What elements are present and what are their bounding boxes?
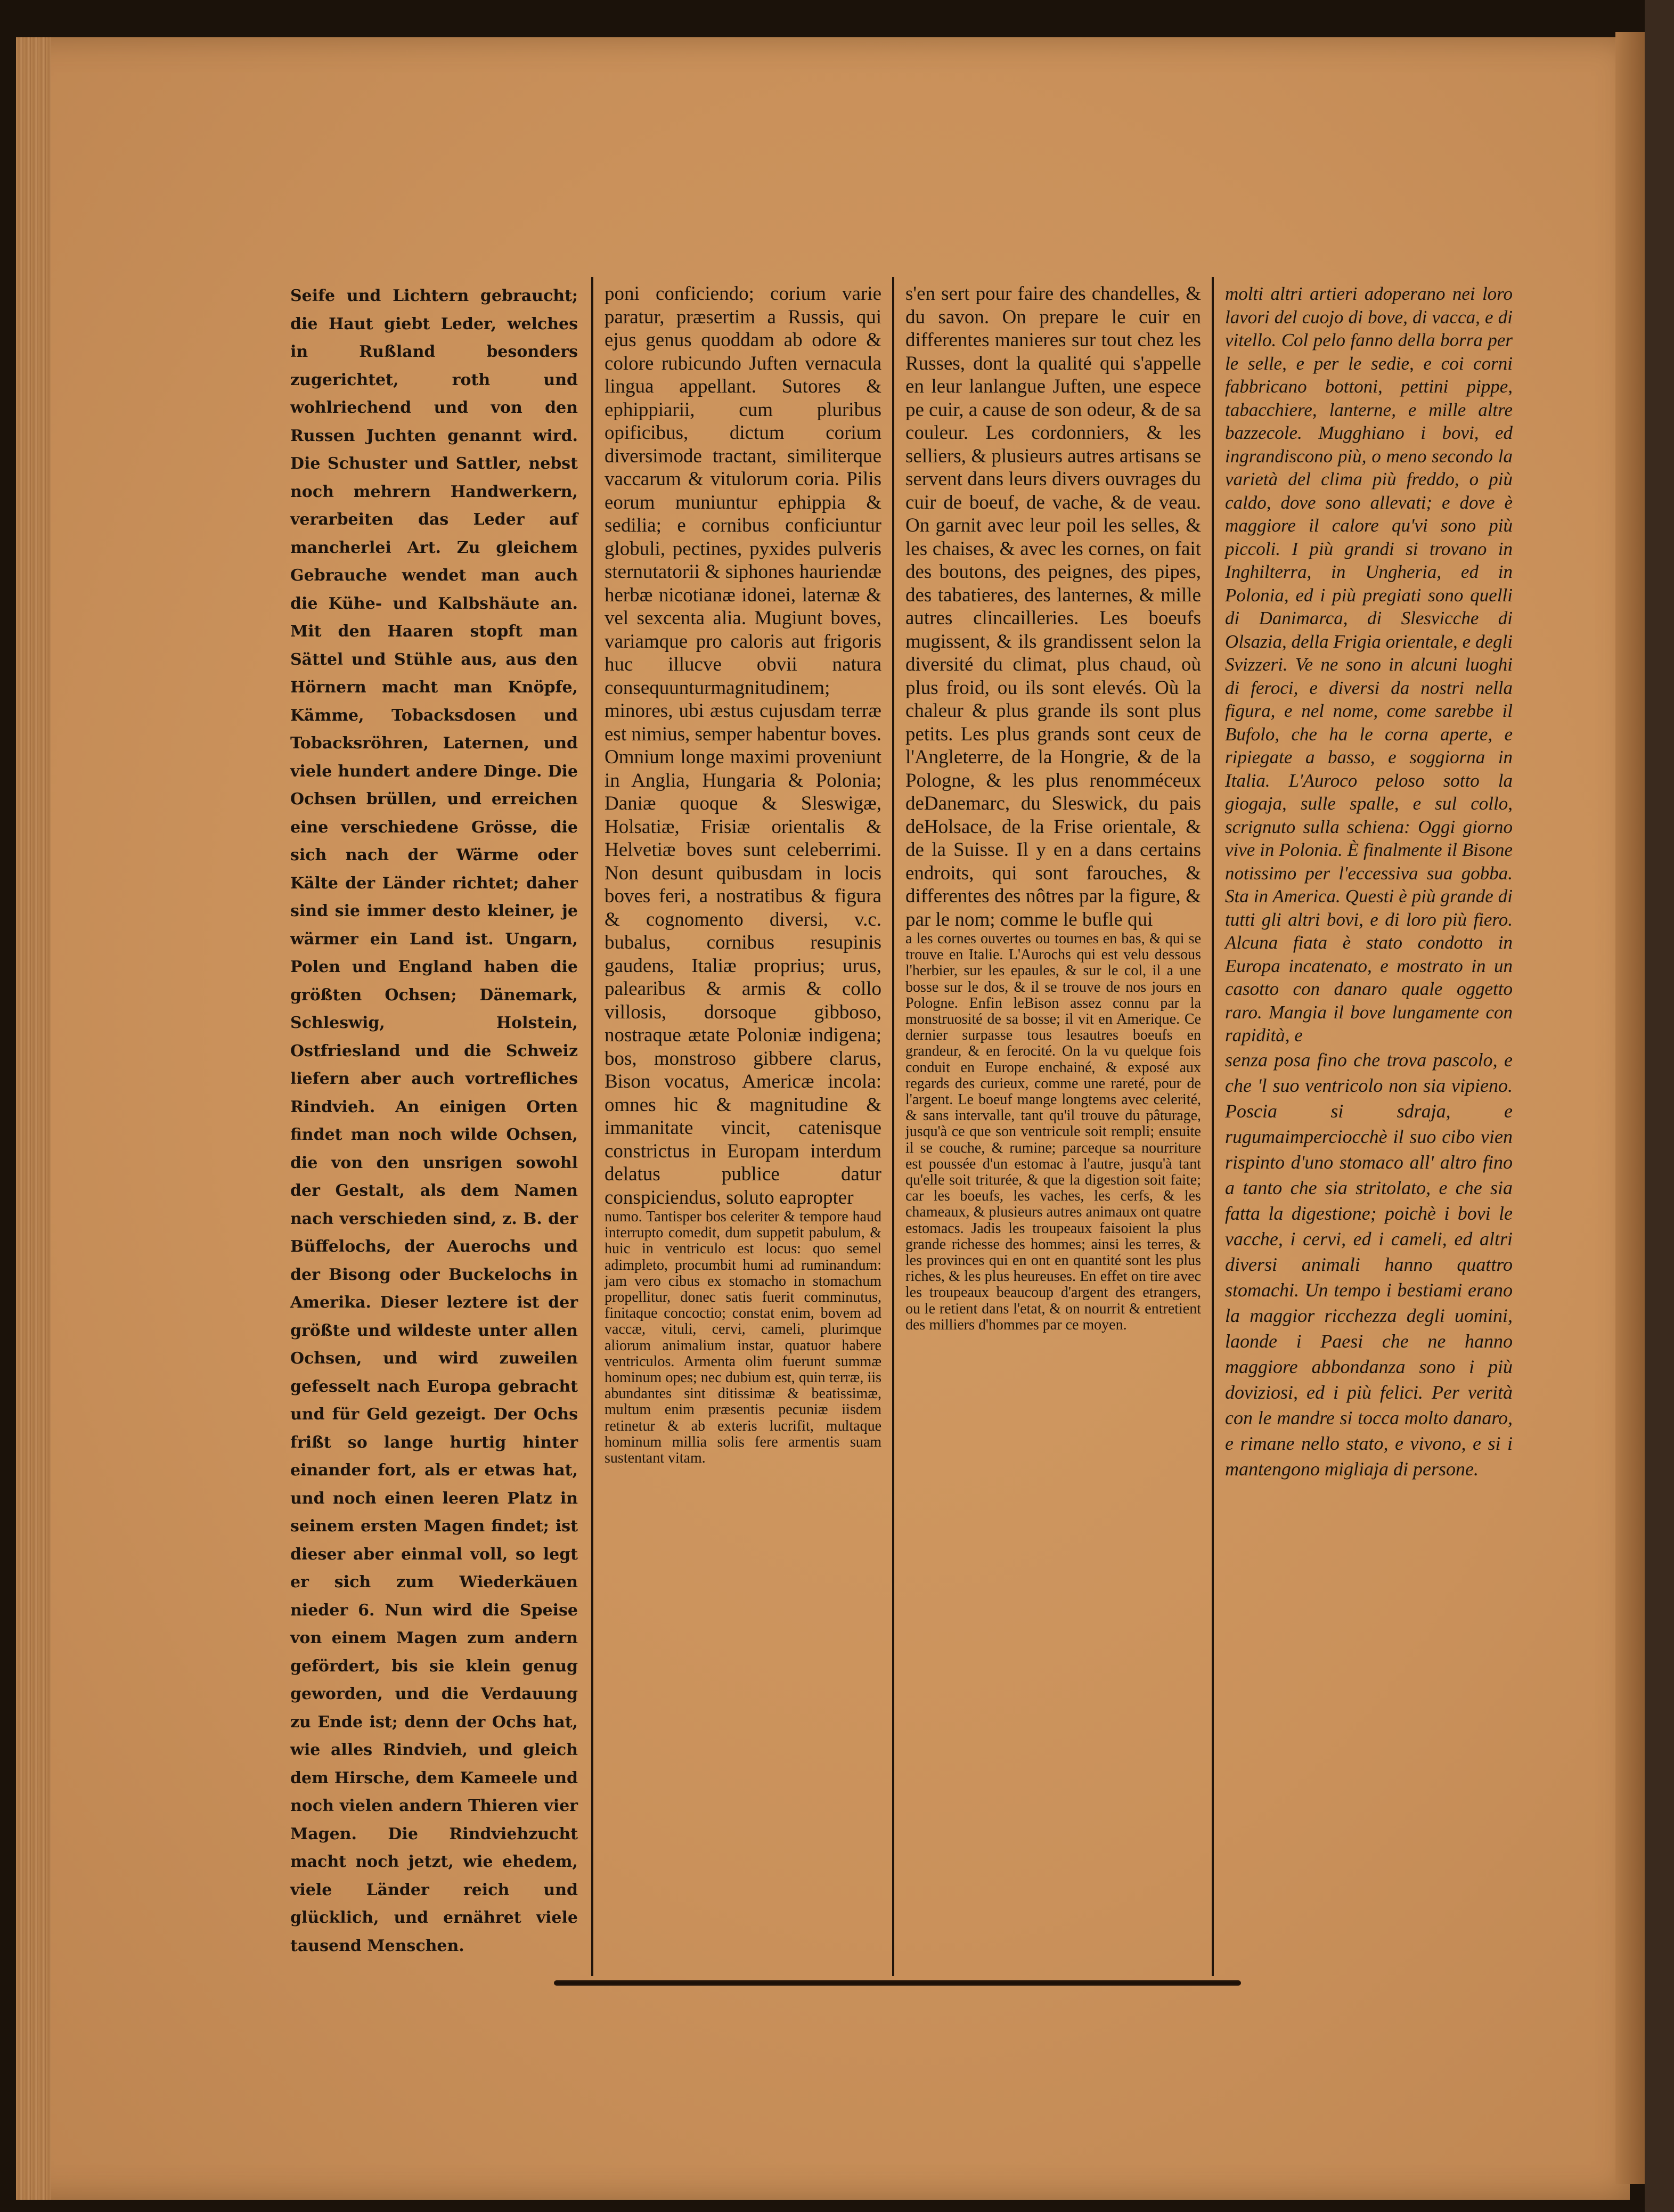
- page-stack-edge: [16, 37, 51, 2200]
- italian-column: [1225, 282, 1513, 1482]
- french-text-large: s'en sert pour faire des chandelles, & du savon. On prepare le cuir en differentes manieres sur tout chez les Russes, dont la qualité qui s'appelle en leur lanlangue Juften, une espece pe cuir, a cause de son odeur, & de sa couleur. Les cordonniers, & les selliers, & plusieurs autres artisans se servent dans leurs divers ouvrages du cuir de boeuf, de vache, & de veau. On garnit avec leur poil les selles, & les chaises, & avec les cornes, on fait des boutons, des peignes, des pipes, des tabatieres, des lanternes, & mille autres clincailleries. Les boeufs mugissent, & ils grandissent selon la diversité du climat, plus chaud, où plus froid, ou ils sont elevés. Où la chaleur & plus grande ils sont plus petits. Les plus grands sont ceux de l'Angleterre, de la Hongrie, & de la Pologne, & les plus renomméceux deDanemarc, du Sleswick, du pais deHolsace, de la Frise orientale, & de la Suisse. Il y en a dans certains endroits, qui sont farouches, & differentes des nôtres par la figure, & par le nom; comme le bufle qui: [905, 283, 1201, 930]
- column-rule-2: [892, 277, 894, 1976]
- german-text: Seife und Lichtern gebraucht; die Haut giebt Leder, welches in Rußland besonders zugerichtet, roth und wohlriechend und von den Russen Juchten genannt wird. Die Schuster und Sattler, nebst noch mehrern Handwerkern, verarbeiten das Leder auf mancherlei Art. Zu gleichem Gebrauche wendet man auch die Kühe- und Kalbshäute an. Mit den Haaren stopft man Sättel und Stühle aus, aus den Hörnern macht man Knöpfe, Kämme, Tobacksdosen und Tobacksröhren, Laternen, und viele hundert andere Dinge. Die Ochsen brüllen, und erreichen eine verschiedene Grösse, die sich nach der Wärme oder Kälte der Länder richtet; daher sind sie immer desto kleiner, je wärmer ein Land ist. Ungarn, Polen und England haben die größten Ochsen; Dänemark, Schleswig, Holstein, Ostfriesland und die Schweiz liefern aber auch vortrefliches Rindvieh. An einigen Orten findet man noch wilde Ochsen, die von den unsrigen sowohl der Gestalt, als dem Namen nach verschieden sind, z. B. der Büffelochs, der Auerochs und der Bisong oder Buckelochs in Amerika. Dieser leztere ist der größte und wildeste unter allen Ochsen, und wird zuweilen gefesselt nach Europa gebracht und für Geld gezeigt. Der Ochs frißt so lange hurtig hinter einander fort, als er etwas hat, und noch einen leeren Platz in seinem ersten Magen findet; ist dieser aber einmal voll, so legt er sich zum Wiederkäuen nieder 6. Nun wird die Speise von einem Magen zum andern gefördert, bis sie klein genug geworden, und die Verdauung zu Ende ist; denn der Ochs hat, wie alles Rindvieh, und gleich dem Hirsche, dem Kameele und noch vielen andern Thieren vier Magen. Die Rindviehzucht macht noch jetzt, wie ehedem, viele Länder reich und glücklich, und ernähret viele tausend Menschen.: [290, 287, 578, 1955]
- latin-text-small: numo. Tantisper bos celeriter & tempore haud interrupto comedit, dum suppetit pabulum, & huic in ventriculo est locus: quo semel adimpleto, procumbit humi ad ruminandum: jam vero cibus ex stomacho in stomachum propellitur, donec satis fuerit comminutus, finitaque concoctio; constat enim, bovem ad vaccæ, vituli, cervi, cameli, plurimque aliorum animalium instar, quatuor habere ventriculos. Armenta olim fuerunt summæ hominum opes; nec dubium est, quin terræ, iis abundantes sint ditissimæ & beatissimæ, multum enim præsentis pecuniæ iisdem retinetur & ab exteris lucrifit, multaque hominum millia solis fere armentis suam sustentant vitam.: [605, 1209, 881, 1467]
- end-rule: [554, 1980, 1241, 1986]
- column-rule-1: [591, 277, 593, 1976]
- facing-page-edge: [1615, 32, 1645, 2184]
- column-rule-3: [1212, 277, 1214, 1976]
- french-column: [905, 282, 1201, 1333]
- italian-text-bottom: senza posa fino che trova pascolo, e che 'l suo ventricolo non sia vipieno. Poscia si sdraja, e rugumaimperciocchè il suo cibo vien rispinto d'uno stomaco all' altro fino a tanto che sia stritolato, e che sia fatta la digestione; poichè i bovi le vacche, i cervi, ed i cameli, ed altri diversi animali hanno quattro stomachi. Un tempo i bestiami erano la maggior ricchezza degli uomini, laonde i Paesi che ne hanno maggiore abbondanza sono i più doviziosi, ed i più felici. Per verità con le mandre si tocca molto danaro, e rimane nello stato, e vivono, e si i mantengono migliaja di persone.: [1225, 1049, 1513, 1480]
- latin-column: [605, 282, 881, 1466]
- french-text-small: a les cornes ouvertes ou tournes en bas, & qui se trouve en Italie. L'Aurochs qui est velu dessous l'herbier, sur les epaules, & sur le col, il a une bosse sur le dos, & il se trouve de nos jours en Pologne. Enfin leBison assez connu par la monstruosité de sa bosse; il vit en Amerique. Ce dernier surpasse tous lesautres boeufs en grandeur, & en ferocité. On la vu quelque fois conduit en Europe enchainé, & exposé aux regards des curieux, comme une rareté, pour de l'argent. Le boeuf mange longtems avec celerité, & sans intervalle, tant qu'il trouve du pâturage, jusqu'à ce que son ventricule soit rempli; ensuite il se couche, & rumine; parceque sa nourriture est poussée d'un estomac à l'autre, jusqu'à tant qu'elle soit triturée, & que la digestion soit faite; car les boeufs, les vaches, les cerfs, & les chameaux, & plusieurs autres animaux ont quatre estomacs. Jadis les troupeaux faisoient la plus grande richesse des hommes; ainsi les terres, & les provinces qui en ont en quantité sont les plus riches, & les plus heureuses. En effet on tire avec les troupeaux beaucoup d'argent des etrangers, ou le retient dans l'etat, & on nourrit & entretient des milliers d'hommes par ce moyen.: [905, 930, 1201, 1333]
- german-column: [290, 282, 578, 1960]
- latin-text-large: poni conficiendo; corium varie paratur, præsertim a Russis, qui ejus genus quoddam ab odore & colore rubicundo Juften vernacula lingua appellant. Sutores & ephippiarii, cum pluribus opificibus, dictum corium diversimode tractant, similiterque vaccarum & vitulorum coria. Pilis eorum muniuntur ephippia & sedilia; e cornibus conficiuntur globuli, pectines, pyxides pulveris sternutatorii & siphones hauriendæ herbæ nicotianæ idonei, laternæ & vel sexcenta alia. Mugiunt boves, variamque pro caloris aut frigoris huc illucve obvii natura consequunturmagnitudinem; minores, ubi æstus cujusdam terræ est nimius, semper habentur boves. Omnium longe maximi proveniunt in Anglia, Hungaria & Polonia; Daniæ quoque & Sleswigæ, Holsatiæ, Frisiæ orientalis & Helvetiæ boves sunt celeberrimi. Non desunt quibusdam in locis boves feri, a nostratibus & figura & cognomento diversi, v.c. bubalus, cornibus resupinis gaudens, Italiæ proprius; urus, palearibus & armis & collo villosis, dorsoque gibboso, nostraque ætate Poloniæ indigena; bos, monstroso gibbere clarus, Bison vocatus, Americæ incola: omnes hic & magnitudine & immanitate vincit, catenisque constrictus in Europam interdum delatus publice datur conspiciendus, soluto eapropter: [605, 283, 881, 1209]
- italian-text-top: molti altri artieri adoperano nei loro lavori del cuojo di bove, di vacca, e di vitello. Col pelo fanno della borra per le selle, e per le sedie, e coi corni fabbricano bottoni, pettini pippe, tabacchiere, lanterne, e mille altre bazzecole. Mugghiano i bovi, ed ingrandiscono più, o meno secondo la varietà del clima più freddo, o più caldo, dove sono allevati; e dove è maggiore il calore qu'vi sono più piccoli. I più grandi si trovano in Inghilterra, in Ungheria, ed in Polonia, ed i più pregiati sono quelli di Danimarca, di Slesvicche di Olsazia, della Frigia orientale, e degli Svizzeri. Ve ne sono in alcuni luoghi di feroci, e diversi da nostri nella figura, e nel nome, come sarebbe il Bufolo, che ha le corna aperte, e ripiegate a basso, e soggiorna in Italia. L'Auroco peloso sotto la giogaja, sulle spalle, e sul collo, scrignuto sulla schiena: Oggi giorno vive in Polonia. È finalmente il Bisone notissimo per l'eccessiva sua gobba. Sta in America. Questi è più grande di tutti gli altri bovi, e di loro più fiero. Alcuna fiata è stato condotto in Europa incatenato, e mostrato in un casotto con danaro quale oggetto raro. Mangia il bove lungamente con rapidità, e: [1225, 283, 1513, 1046]
- book-spine: [1645, 0, 1674, 2212]
